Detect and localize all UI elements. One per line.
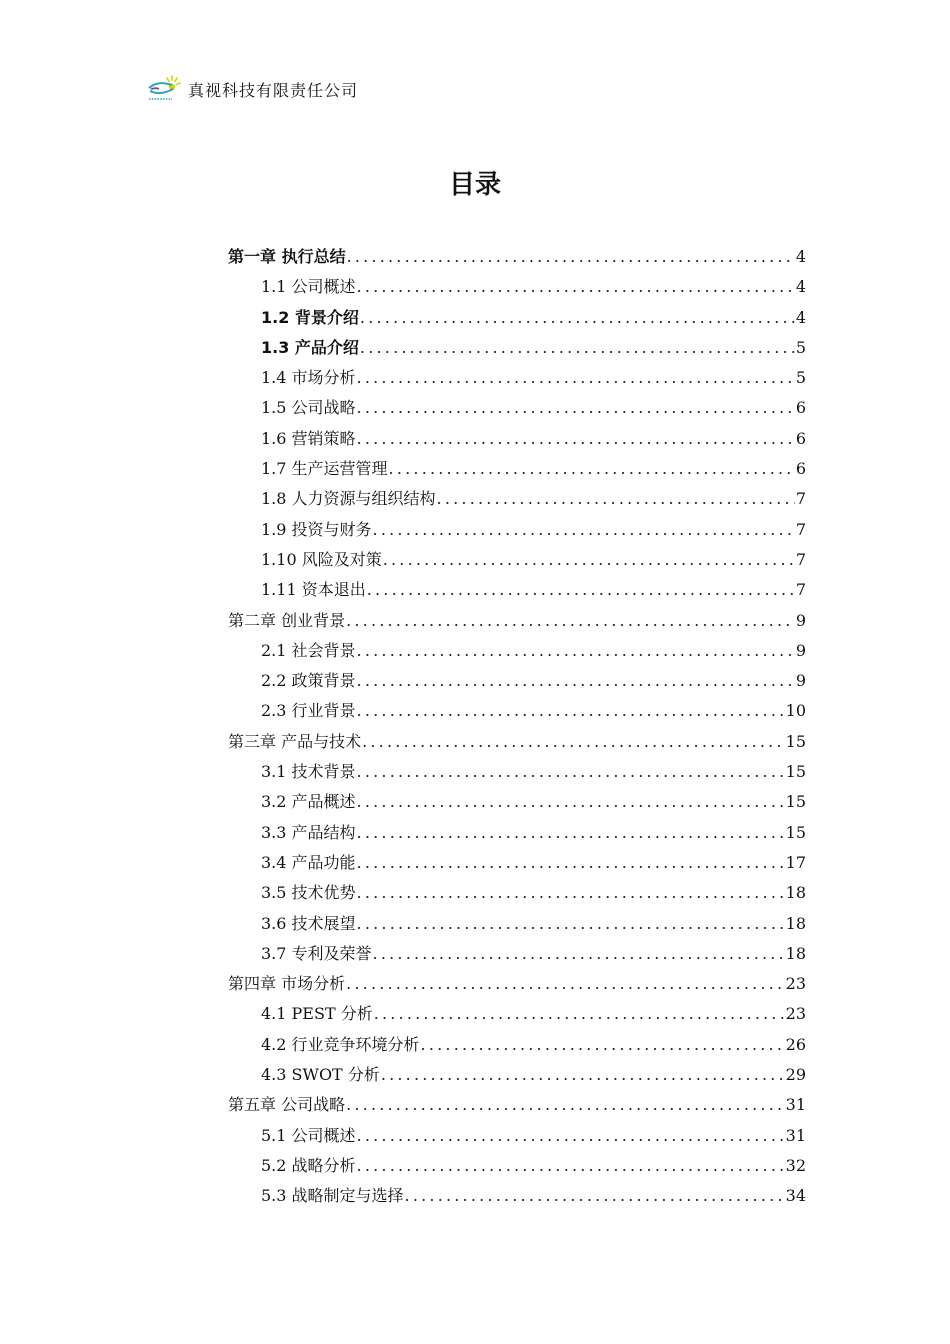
toc-section-entry[interactable] — [228, 666, 806, 696]
toc-dot-leader — [357, 424, 795, 454]
toc-page-number: 31 — [785, 1095, 806, 1115]
toc-page-number: 7 — [795, 580, 806, 600]
toc-entry-label: 1.10 风险及对策 — [261, 549, 382, 569]
toc-dot-leader — [405, 1181, 785, 1211]
toc-entry-label: 3.4 产品功能 — [261, 852, 356, 872]
toc-entry-label: 1.7 生产运营管理 — [261, 459, 388, 479]
toc-section-entry[interactable] — [228, 909, 806, 939]
toc-dot-leader — [373, 515, 795, 545]
toc-dot-leader — [357, 666, 795, 696]
toc-dot-leader — [383, 545, 795, 575]
toc-dot-leader — [437, 484, 795, 514]
toc-page-number: 4 — [795, 277, 806, 297]
toc-entry-label: 第一章 执行总结 — [228, 247, 346, 266]
toc-dot-leader — [357, 757, 785, 787]
toc-dot-leader — [357, 272, 795, 302]
toc-dot-leader — [374, 999, 785, 1029]
toc-section-entry[interactable] — [228, 1181, 806, 1211]
toc-section-entry[interactable] — [228, 454, 806, 484]
toc-page-number: 29 — [785, 1065, 806, 1085]
toc-dot-leader — [346, 606, 795, 636]
toc-dot-leader — [360, 303, 795, 333]
toc-page-number: 18 — [785, 883, 806, 903]
toc-page-number: 15 — [785, 822, 806, 842]
toc-dot-leader — [357, 909, 785, 939]
toc-entry-label: 第三章 产品与技术 — [228, 731, 362, 751]
toc-entry-label: 3.5 技术优势 — [261, 883, 356, 903]
toc-entry-label: 3.2 产品概述 — [261, 792, 356, 812]
toc-section-entry[interactable] — [228, 515, 806, 545]
toc-dot-leader — [373, 939, 785, 969]
toc-entry-label: 1.9 投资与财务 — [261, 519, 372, 539]
toc-section-entry[interactable] — [228, 1060, 806, 1090]
toc-page-number: 23 — [785, 974, 806, 994]
toc-entry-label: 第二章 创业背景 — [228, 610, 346, 630]
toc-entry-label: 1.8 人力资源与组织结构 — [261, 489, 436, 509]
toc-page-number: 7 — [795, 489, 806, 509]
toc-section-entry[interactable] — [228, 1151, 806, 1181]
toc-dot-leader — [346, 969, 785, 999]
toc-entry-label: 3.1 技术背景 — [261, 762, 356, 782]
toc-page-number: 4 — [795, 307, 806, 327]
toc-dot-leader — [357, 363, 795, 393]
toc-page-number: 5 — [795, 337, 806, 357]
toc-dot-leader — [346, 1090, 785, 1120]
toc-section-entry[interactable] — [228, 757, 806, 787]
toc-section-entry[interactable] — [228, 575, 806, 605]
toc-page-number: 15 — [785, 792, 806, 812]
toc-dot-leader — [421, 1030, 785, 1060]
toc-dot-leader — [362, 727, 785, 757]
toc-entry-label: 1.1 公司概述 — [261, 277, 356, 297]
toc-entry-label: 3.3 产品结构 — [261, 822, 356, 842]
toc-dot-leader — [357, 787, 785, 817]
toc-entry-label: 1.5 公司战略 — [261, 398, 356, 418]
toc-chapter-entry[interactable] — [228, 727, 806, 757]
toc-dot-leader — [357, 696, 785, 726]
toc-dot-leader — [347, 242, 795, 272]
toc-page-number: 15 — [785, 731, 806, 751]
toc-entry-label: 第五章 公司战略 — [228, 1095, 346, 1115]
toc-page-number: 5 — [795, 368, 806, 388]
toc-section-entry[interactable] — [228, 696, 806, 726]
toc-chapter-entry[interactable] — [228, 969, 806, 999]
page-header — [146, 72, 358, 106]
toc-dot-leader — [360, 333, 795, 363]
toc-page-number: 17 — [785, 852, 806, 872]
toc-dot-leader — [389, 454, 795, 484]
toc-entry-label: 3.7 专利及荣誉 — [261, 943, 372, 963]
toc-entry-label: 2.3 行业背景 — [261, 701, 356, 721]
toc-section-entry[interactable] — [228, 878, 806, 908]
toc-page-number: 34 — [785, 1186, 806, 1206]
toc-page-number: 32 — [785, 1155, 806, 1175]
toc-page-number: 7 — [795, 519, 806, 539]
toc-chapter-entry[interactable] — [228, 1090, 806, 1120]
toc-page-number: 7 — [795, 549, 806, 569]
toc-entry-label: 1.3 产品介绍 — [261, 337, 359, 357]
company-name: 真视科技有限责任公司 — [188, 80, 359, 100]
toc-entry-label: 5.1 公司概述 — [261, 1125, 356, 1145]
toc-entry-label: 1.11 资本退出 — [261, 580, 366, 600]
toc-entry-label: 4.1 PEST 分析 — [261, 1004, 373, 1024]
toc-entry-label: 2.1 社会背景 — [261, 640, 356, 660]
toc-page-number: 18 — [785, 943, 806, 963]
toc-section-entry[interactable] — [228, 272, 806, 302]
toc-dot-leader — [367, 575, 795, 605]
toc-page-number: 9 — [795, 640, 806, 660]
toc-chapter-entry[interactable] — [228, 606, 806, 636]
toc-dot-leader — [357, 636, 795, 666]
toc-section-entry[interactable] — [228, 303, 806, 333]
toc-page-number: 9 — [795, 610, 806, 630]
toc-section-entry[interactable] — [228, 545, 806, 575]
table-of-contents — [228, 242, 806, 1212]
toc-entry-label: 4.3 SWOT 分析 — [261, 1065, 380, 1085]
toc-page-number: 9 — [795, 671, 806, 691]
toc-page-number: 18 — [785, 913, 806, 933]
toc-entry-label: 2.2 政策背景 — [261, 671, 356, 691]
toc-entry-label: 5.3 战略制定与选择 — [261, 1186, 404, 1206]
toc-entry-label: 4.2 行业竞争环境分析 — [261, 1034, 420, 1054]
toc-entry-label: 5.2 战略分析 — [261, 1155, 356, 1175]
toc-entry-label: 1.4 市场分析 — [261, 368, 356, 388]
toc-chapter-entry[interactable] — [228, 242, 806, 272]
toc-page-number: 6 — [795, 459, 806, 479]
toc-section-entry[interactable] — [228, 424, 806, 454]
toc-dot-leader — [357, 818, 785, 848]
toc-section-entry[interactable] — [228, 939, 806, 969]
toc-section-entry[interactable] — [228, 787, 806, 817]
toc-section-entry[interactable] — [228, 393, 806, 423]
toc-page-number: 6 — [795, 398, 806, 418]
toc-page-number: 10 — [785, 701, 806, 721]
toc-section-entry[interactable] — [228, 333, 806, 363]
toc-entry-label: 1.6 营销策略 — [261, 428, 356, 448]
toc-section-entry[interactable] — [228, 818, 806, 848]
toc-dot-leader — [357, 393, 795, 423]
eye-logo-icon — [146, 72, 182, 106]
toc-dot-leader — [381, 1060, 785, 1090]
toc-page-number: 15 — [785, 762, 806, 782]
toc-section-entry[interactable] — [228, 1121, 806, 1151]
toc-page-number: 23 — [785, 1004, 806, 1024]
toc-entry-label: 3.6 技术展望 — [261, 913, 356, 933]
toc-page-number: 26 — [785, 1034, 806, 1054]
toc-entry-label: 第四章 市场分析 — [228, 974, 346, 994]
toc-dot-leader — [357, 848, 785, 878]
toc-dot-leader — [357, 878, 785, 908]
toc-entry-label: 1.2 背景介绍 — [261, 307, 359, 327]
toc-section-entry[interactable] — [228, 999, 806, 1029]
toc-section-entry[interactable] — [228, 848, 806, 878]
page-title: 目录 — [448, 170, 501, 200]
toc-dot-leader — [357, 1151, 785, 1181]
toc-section-entry[interactable] — [228, 636, 806, 666]
toc-section-entry[interactable] — [228, 1030, 806, 1060]
toc-section-entry[interactable] — [228, 484, 806, 514]
toc-page-number: 31 — [785, 1125, 806, 1145]
toc-dot-leader — [357, 1121, 785, 1151]
toc-section-entry[interactable] — [228, 363, 806, 393]
toc-page-number: 4 — [795, 247, 806, 266]
toc-page-number: 6 — [795, 428, 806, 448]
